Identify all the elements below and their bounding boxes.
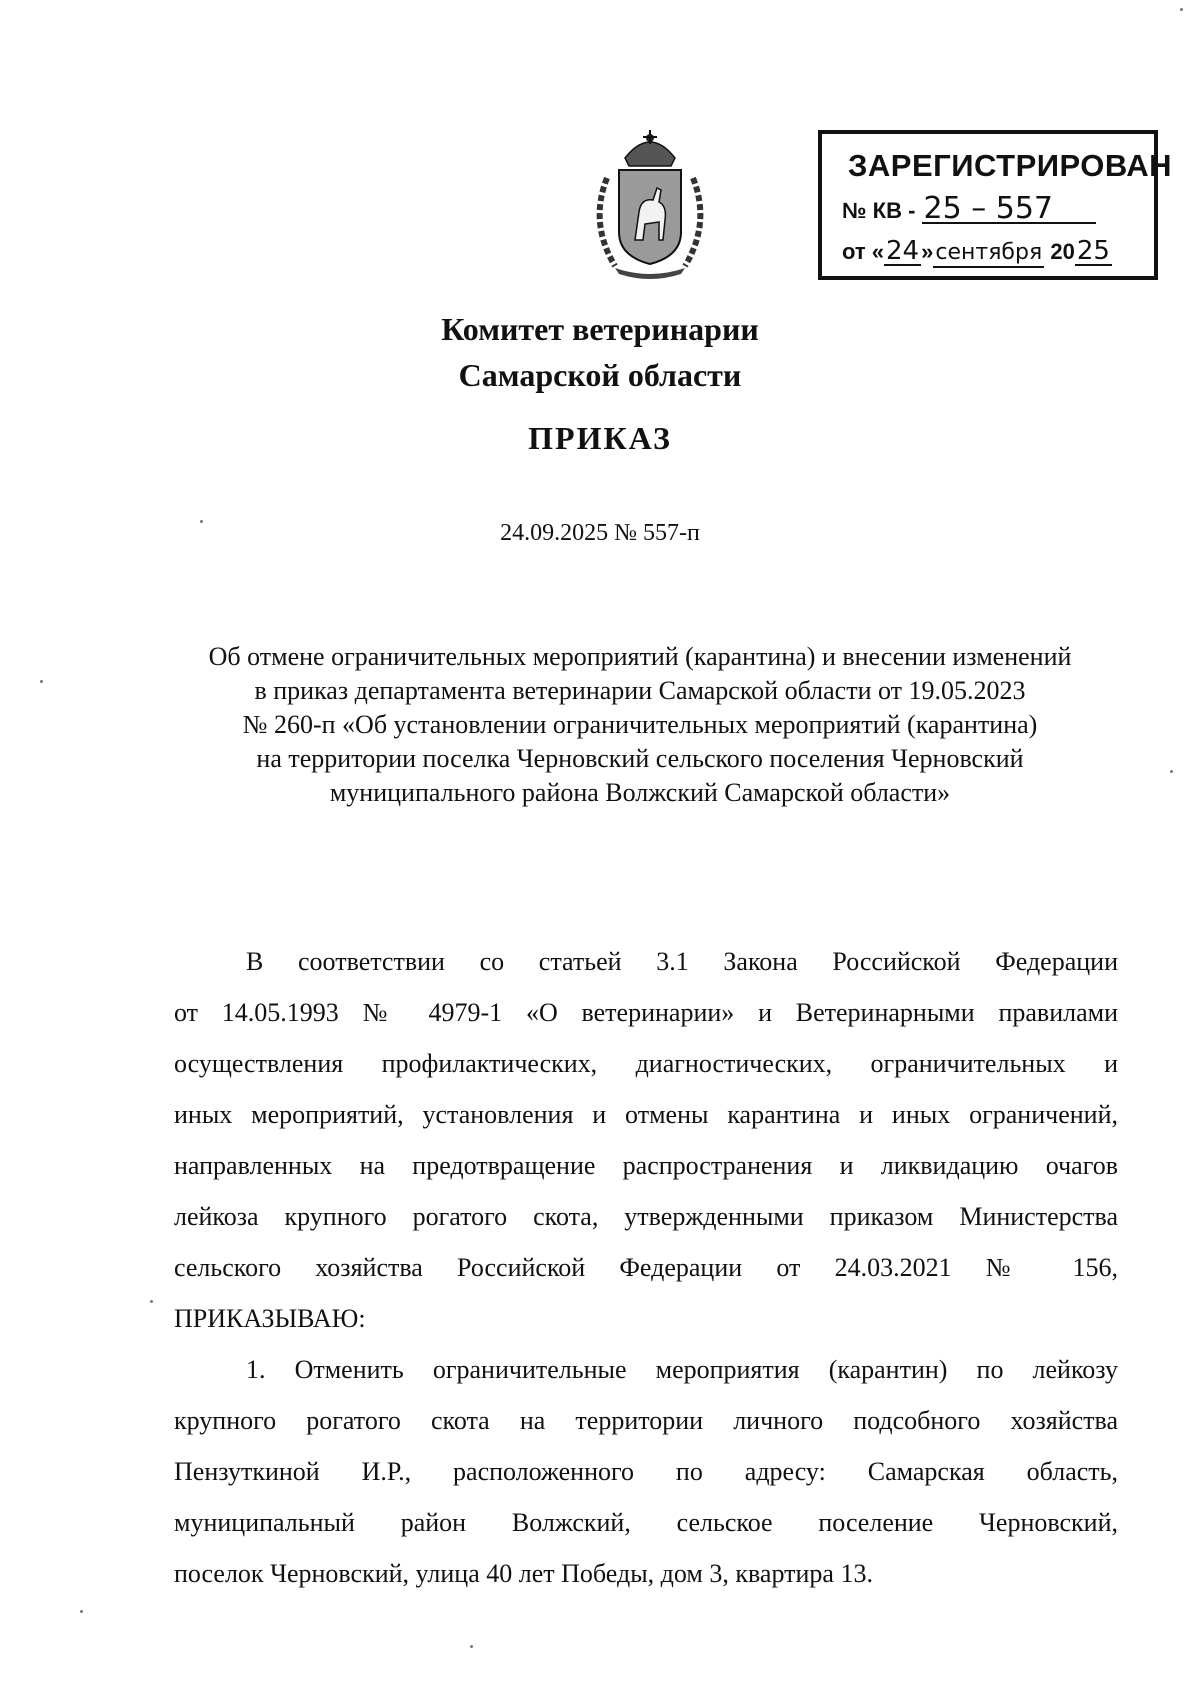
stamp-date-sep: »: [921, 239, 934, 264]
body-line: сельского хозяйства Российской Федерации от 24.03.2021 № 156,: [174, 1253, 1118, 1282]
body-line: крупного рогатого скота на территории личного подсобного хозяйства: [174, 1406, 1118, 1435]
organization-title: [0, 306, 1200, 398]
body-line: иных мероприятий, установления и отмены карантина и иных ограничений,: [174, 1100, 1118, 1129]
body-line: муниципальный район Волжский, сельское поселение Черновский,: [174, 1508, 1118, 1537]
body-line: поселок Черновский, улица 40 лет Победы, дом 3, квартира 13.: [174, 1559, 873, 1588]
stamp-number-label: № КВ -: [842, 198, 916, 223]
body-line: В соответствии со статьей 3.1 Закона Российской Федерации: [246, 947, 1118, 976]
body-line: осуществления профилактических, диагностических, ограничительных и: [174, 1049, 1118, 1078]
coat-of-arms-emblem: [585, 128, 715, 280]
document-type: ПРИКАЗ: [528, 420, 672, 456]
subject-line: муниципального района Волжский Самарской области»: [329, 778, 951, 807]
body-line: Пензуткиной И.Р., расположенного по адресу: Самарская область,: [174, 1457, 1118, 1486]
body-line-order-word: ПРИКАЗЫВАЮ:: [174, 1304, 366, 1333]
stamp-date-year-suffix: 25: [1076, 236, 1110, 266]
stamp-date-row: [842, 238, 1112, 268]
scan-speck: [150, 1300, 153, 1303]
subject-line: № 260-п «Об установлении ограничительных мероприятий (карантина): [242, 710, 1038, 739]
body-line: лейкоза крупного рогатого скота, утвержденными приказом Министерства: [174, 1202, 1118, 1231]
stamp-date-prefix: от «: [842, 239, 885, 264]
subject-line: в приказ департамента ветеринарии Самарской области от 19.05.2023: [254, 676, 1026, 705]
scan-speck: [1180, 8, 1183, 11]
scan-speck: [40, 680, 43, 683]
scan-speck: [1170, 770, 1173, 773]
stamp-number-handwritten: 25 – 557: [922, 196, 1096, 224]
stamp-title: ЗАРЕГИСТРИРОВАН: [848, 148, 1173, 183]
organization-title-line2: Самарской области: [458, 357, 742, 393]
item-1-paragraph: [174, 1344, 1118, 1599]
stamp-date-year-prefix: 20: [1050, 239, 1075, 264]
stamp-date-month: сентября: [933, 240, 1044, 268]
scan-speck: [80, 1610, 83, 1613]
registration-stamp: [818, 130, 1173, 280]
body-line: от 14.05.1993 № 4979-1 «О ветеринарии» и Ветеринарными правилами: [174, 998, 1118, 1027]
preamble-paragraph: [174, 936, 1118, 1344]
document-date-number: 24.09.2025 № 557-п: [500, 520, 700, 546]
scan-speck: [200, 520, 203, 523]
subject-line: Об отмене ограничительных мероприятий (карантина) и внесении изменений: [208, 642, 1072, 671]
stamp-number-row: [842, 191, 1096, 226]
scan-speck: [470, 1645, 473, 1648]
body-line: направленных на предотвращение распространения и ликвидацию очагов: [174, 1151, 1118, 1180]
body-line: 1. Отменить ограничительные мероприятия (карантин) по лейкозу: [246, 1355, 1118, 1384]
subject-line: на территории поселка Черновский сельского поселения Черновский: [256, 744, 1024, 773]
document-body: [174, 936, 1118, 1599]
document-subject: [160, 640, 1120, 810]
stamp-date-day: 24: [886, 236, 920, 266]
organization-title-line1: Комитет ветеринарии: [441, 311, 759, 347]
